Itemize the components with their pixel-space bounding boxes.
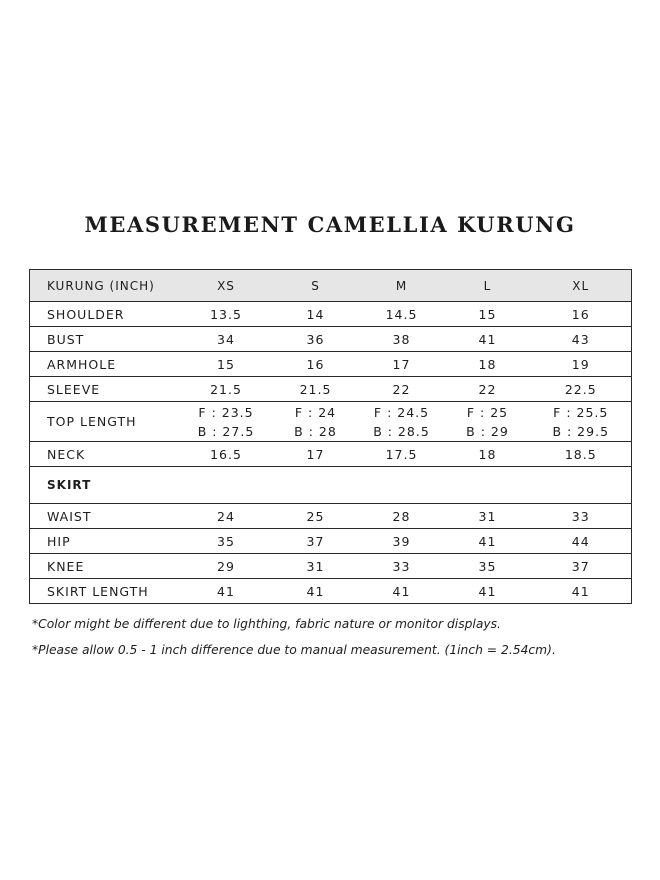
- table-cell: 18.5: [531, 442, 632, 467]
- table-cell: 39: [359, 529, 445, 554]
- table-cell: 44: [531, 529, 632, 554]
- back-length-value: B : 28.5: [373, 423, 430, 439]
- front-length-value: F : 25.5: [553, 404, 609, 420]
- table-cell: 17: [359, 352, 445, 377]
- table-row-top-length: [30, 402, 632, 442]
- table-row-knee: [30, 554, 632, 579]
- table-row-neck: [30, 442, 632, 467]
- table-cell: 41: [180, 579, 273, 604]
- front-length-value: F : 25: [466, 404, 509, 420]
- table-cell: 28: [359, 504, 445, 529]
- table-cell: 14: [273, 302, 359, 327]
- table-cell: 16: [273, 352, 359, 377]
- table-cell: 37: [531, 554, 632, 579]
- table-cell: 41: [273, 579, 359, 604]
- table-cell: 14.5: [359, 302, 445, 327]
- table-cell: 35: [180, 529, 273, 554]
- table-cell: 13.5: [180, 302, 273, 327]
- table-cell: 37: [273, 529, 359, 554]
- section-label-skirt: SKIRT: [30, 467, 632, 504]
- table-cell: 36: [273, 327, 359, 352]
- table-cell: 21.5: [273, 377, 359, 402]
- size-chart-table: [29, 269, 632, 604]
- table-row-hip: [30, 529, 632, 554]
- table-cell: 29: [180, 554, 273, 579]
- header-cell-s: S: [273, 270, 359, 302]
- table-cell: 41: [445, 579, 531, 604]
- table-cell: 43: [531, 327, 632, 352]
- row-label: BUST: [30, 327, 180, 352]
- table-row-armhole: [30, 352, 632, 377]
- back-length-value: B : 27.5: [197, 423, 255, 439]
- front-length-value: F : 24.5: [373, 404, 430, 420]
- table-cell: 31: [273, 554, 359, 579]
- row-label: TOP LENGTH: [30, 402, 180, 442]
- row-label: KNEE: [30, 554, 180, 579]
- row-label: SHOULDER: [30, 302, 180, 327]
- row-label: HIP: [30, 529, 180, 554]
- table-cell: 35: [445, 554, 531, 579]
- table-header-row: [30, 270, 632, 302]
- header-cell-xl: XL: [531, 270, 632, 302]
- row-label: NECK: [30, 442, 180, 467]
- table-cell: 22.5: [531, 377, 632, 402]
- table-cell: 15: [445, 302, 531, 327]
- header-cell-m: M: [359, 270, 445, 302]
- page-title: MEASUREMENT CAMELLIA KURUNG: [84, 212, 576, 237]
- table-cell: 34: [180, 327, 273, 352]
- table-cell: [273, 402, 359, 442]
- table-row-shoulder: [30, 302, 632, 327]
- table-cell: 22: [445, 377, 531, 402]
- table-cell: 31: [445, 504, 531, 529]
- color-disclaimer-note: *Color might be different due to lighthing, fabric nature or monitor displays.: [32, 617, 501, 631]
- table-cell: 16: [531, 302, 632, 327]
- table-cell: 41: [359, 579, 445, 604]
- row-label: SLEEVE: [30, 377, 180, 402]
- table-cell: [359, 402, 445, 442]
- table-row-skirt-length: [30, 579, 632, 604]
- measurement-disclaimer-note: *Please allow 0.5 - 1 inch difference due to manual measurement. (1inch = 2.54cm).: [32, 643, 556, 657]
- table-cell: 15: [180, 352, 273, 377]
- table-cell: 16.5: [180, 442, 273, 467]
- section-row-skirt: [30, 467, 632, 504]
- row-label: SKIRT LENGTH: [30, 579, 180, 604]
- table-cell: 22: [359, 377, 445, 402]
- front-length-value: F : 24: [294, 404, 337, 420]
- table-cell: [445, 402, 531, 442]
- table-cell: [531, 402, 632, 442]
- table-cell: 41: [531, 579, 632, 604]
- back-length-value: B : 29: [466, 423, 509, 439]
- front-length-value: F : 23.5: [198, 404, 254, 420]
- table-cell: 25: [273, 504, 359, 529]
- table-row-sleeve: [30, 377, 632, 402]
- table-row-bust: [30, 327, 632, 352]
- table-row-waist: [30, 504, 632, 529]
- header-cell-xs: XS: [180, 270, 273, 302]
- table-cell: 18: [445, 442, 531, 467]
- table-cell: 21.5: [180, 377, 273, 402]
- table-cell: 33: [359, 554, 445, 579]
- table-cell: 41: [445, 529, 531, 554]
- row-label: WAIST: [30, 504, 180, 529]
- table-cell: 38: [359, 327, 445, 352]
- header-cell-measurement: KURUNG (INCH): [30, 270, 180, 302]
- table-cell: [180, 402, 273, 442]
- table-cell: 18: [445, 352, 531, 377]
- table-cell: 19: [531, 352, 632, 377]
- table-cell: 41: [445, 327, 531, 352]
- back-length-value: B : 28: [294, 423, 337, 439]
- table-cell: 17.5: [359, 442, 445, 467]
- table-cell: 24: [180, 504, 273, 529]
- table-cell: 33: [531, 504, 632, 529]
- back-length-value: B : 29.5: [552, 423, 610, 439]
- row-label: ARMHOLE: [30, 352, 180, 377]
- table-cell: 17: [273, 442, 359, 467]
- header-cell-l: L: [445, 270, 531, 302]
